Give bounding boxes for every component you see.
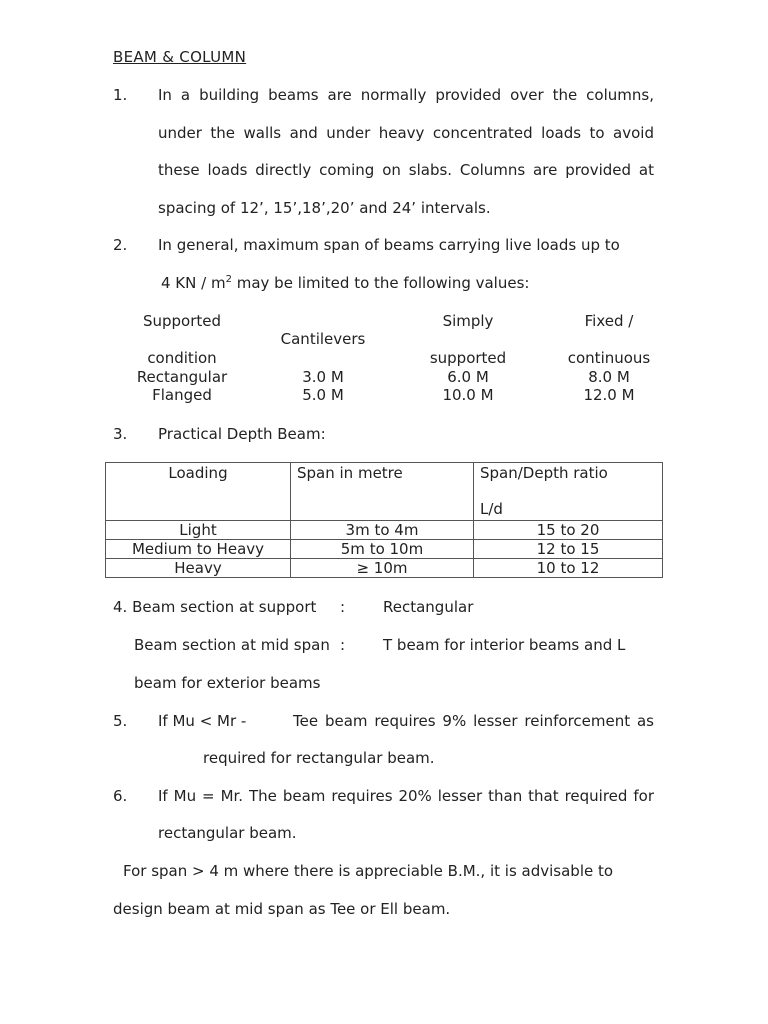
table-row (106, 521, 663, 540)
item-3-number: 3. (113, 425, 128, 443)
item-4-value: Rectangular (383, 598, 474, 616)
span-header-continuous: continuous (567, 349, 651, 367)
header-span: Span in metre (291, 463, 474, 521)
span-header-cantilevers: Cantilevers (280, 330, 366, 348)
span-row-cantilever: 5.0 M (302, 386, 344, 404)
item-5-text: Tee beam requires 9% lesser reinforcement as (293, 712, 654, 730)
cell-loading: Medium to Heavy (106, 540, 291, 559)
item-1-number: 1. (113, 86, 128, 104)
item-6-text: If Mu = Mr. The beam requires 20% lesser than that required for (158, 787, 654, 805)
page-title: BEAM & COLUMN (113, 48, 247, 66)
item-5-condition: If Mu < Mr - (158, 712, 247, 730)
span-header-condition: condition (147, 349, 217, 367)
item-4-label: 4. Beam section at support (113, 598, 317, 616)
cell-loading: Heavy (106, 559, 291, 578)
header-ratio (474, 463, 663, 521)
item-2-line-2-post: may be limited to the following values: (231, 274, 530, 292)
item-5-number: 5. (113, 712, 128, 730)
item-2-line-2 (161, 274, 529, 292)
span-row-fixed: 8.0 M (588, 368, 630, 386)
item-4-colon: : (340, 598, 346, 616)
table-header-row (106, 463, 663, 521)
span-header-fixed: Fixed / (584, 312, 634, 330)
header-ratio-label: Span/Depth ratio (480, 464, 608, 482)
item-1-line-4: spacing of 12’, 15’,18’,20’ and 24’ intervals. (158, 199, 491, 217)
span-row-label: Rectangular (136, 368, 228, 386)
closing-line-2: design beam at mid span as Tee or Ell beam. (113, 900, 451, 918)
table-row (106, 540, 663, 559)
span-row-fixed: 12.0 M (583, 386, 635, 404)
span-header-simply: Simply (442, 312, 494, 330)
table-row (106, 559, 663, 578)
item-5-line-2: required for rectangular beam. (203, 749, 435, 767)
item-1-line-3: these loads directly coming on slabs. Columns are provided at (158, 161, 654, 179)
item-1-line-1: In a building beams are normally provided over the columns, (158, 86, 654, 104)
span-row-simply: 10.0 M (442, 386, 494, 404)
item-6-number: 6. (113, 787, 128, 805)
item-4-mid-value: T beam for interior beams and L (383, 636, 626, 654)
item-4-line-3: beam for exterior beams (134, 674, 321, 692)
header-ratio-sub: L/d (480, 500, 503, 518)
depth-ratio-table (105, 462, 663, 578)
header-loading: Loading (106, 463, 291, 521)
squared-superscript: 2 (225, 274, 232, 285)
span-row-label: Flanged (152, 386, 212, 404)
cell-span: 5m to 10m (291, 540, 474, 559)
cell-span: 3m to 4m (291, 521, 474, 540)
span-row-cantilever: 3.0 M (302, 368, 344, 386)
span-header-supported-2: supported (429, 349, 507, 367)
item-2-line-1: In general, maximum span of beams carrying live loads up to (158, 236, 620, 254)
cell-ratio: 15 to 20 (474, 521, 663, 540)
span-header-supported: Supported (142, 312, 222, 330)
item-1-line-2: under the walls and under heavy concentrated loads to avoid (158, 124, 654, 142)
item-4-mid-colon: : (340, 636, 346, 654)
cell-ratio: 10 to 12 (474, 559, 663, 578)
cell-loading: Light (106, 521, 291, 540)
item-6-line-2: rectangular beam. (158, 824, 297, 842)
cell-ratio: 12 to 15 (474, 540, 663, 559)
closing-line-1: For span > 4 m where there is appreciable B.M., it is advisable to (123, 862, 614, 880)
item-2-number: 2. (113, 236, 128, 254)
item-4-mid-label: Beam section at mid span (134, 636, 330, 654)
span-row-simply: 6.0 M (447, 368, 489, 386)
cell-span: ≥ 10m (291, 559, 474, 578)
item-2-line-2-pre: 4 KN / m (161, 274, 226, 292)
item-3-text: Practical Depth Beam: (158, 425, 326, 443)
